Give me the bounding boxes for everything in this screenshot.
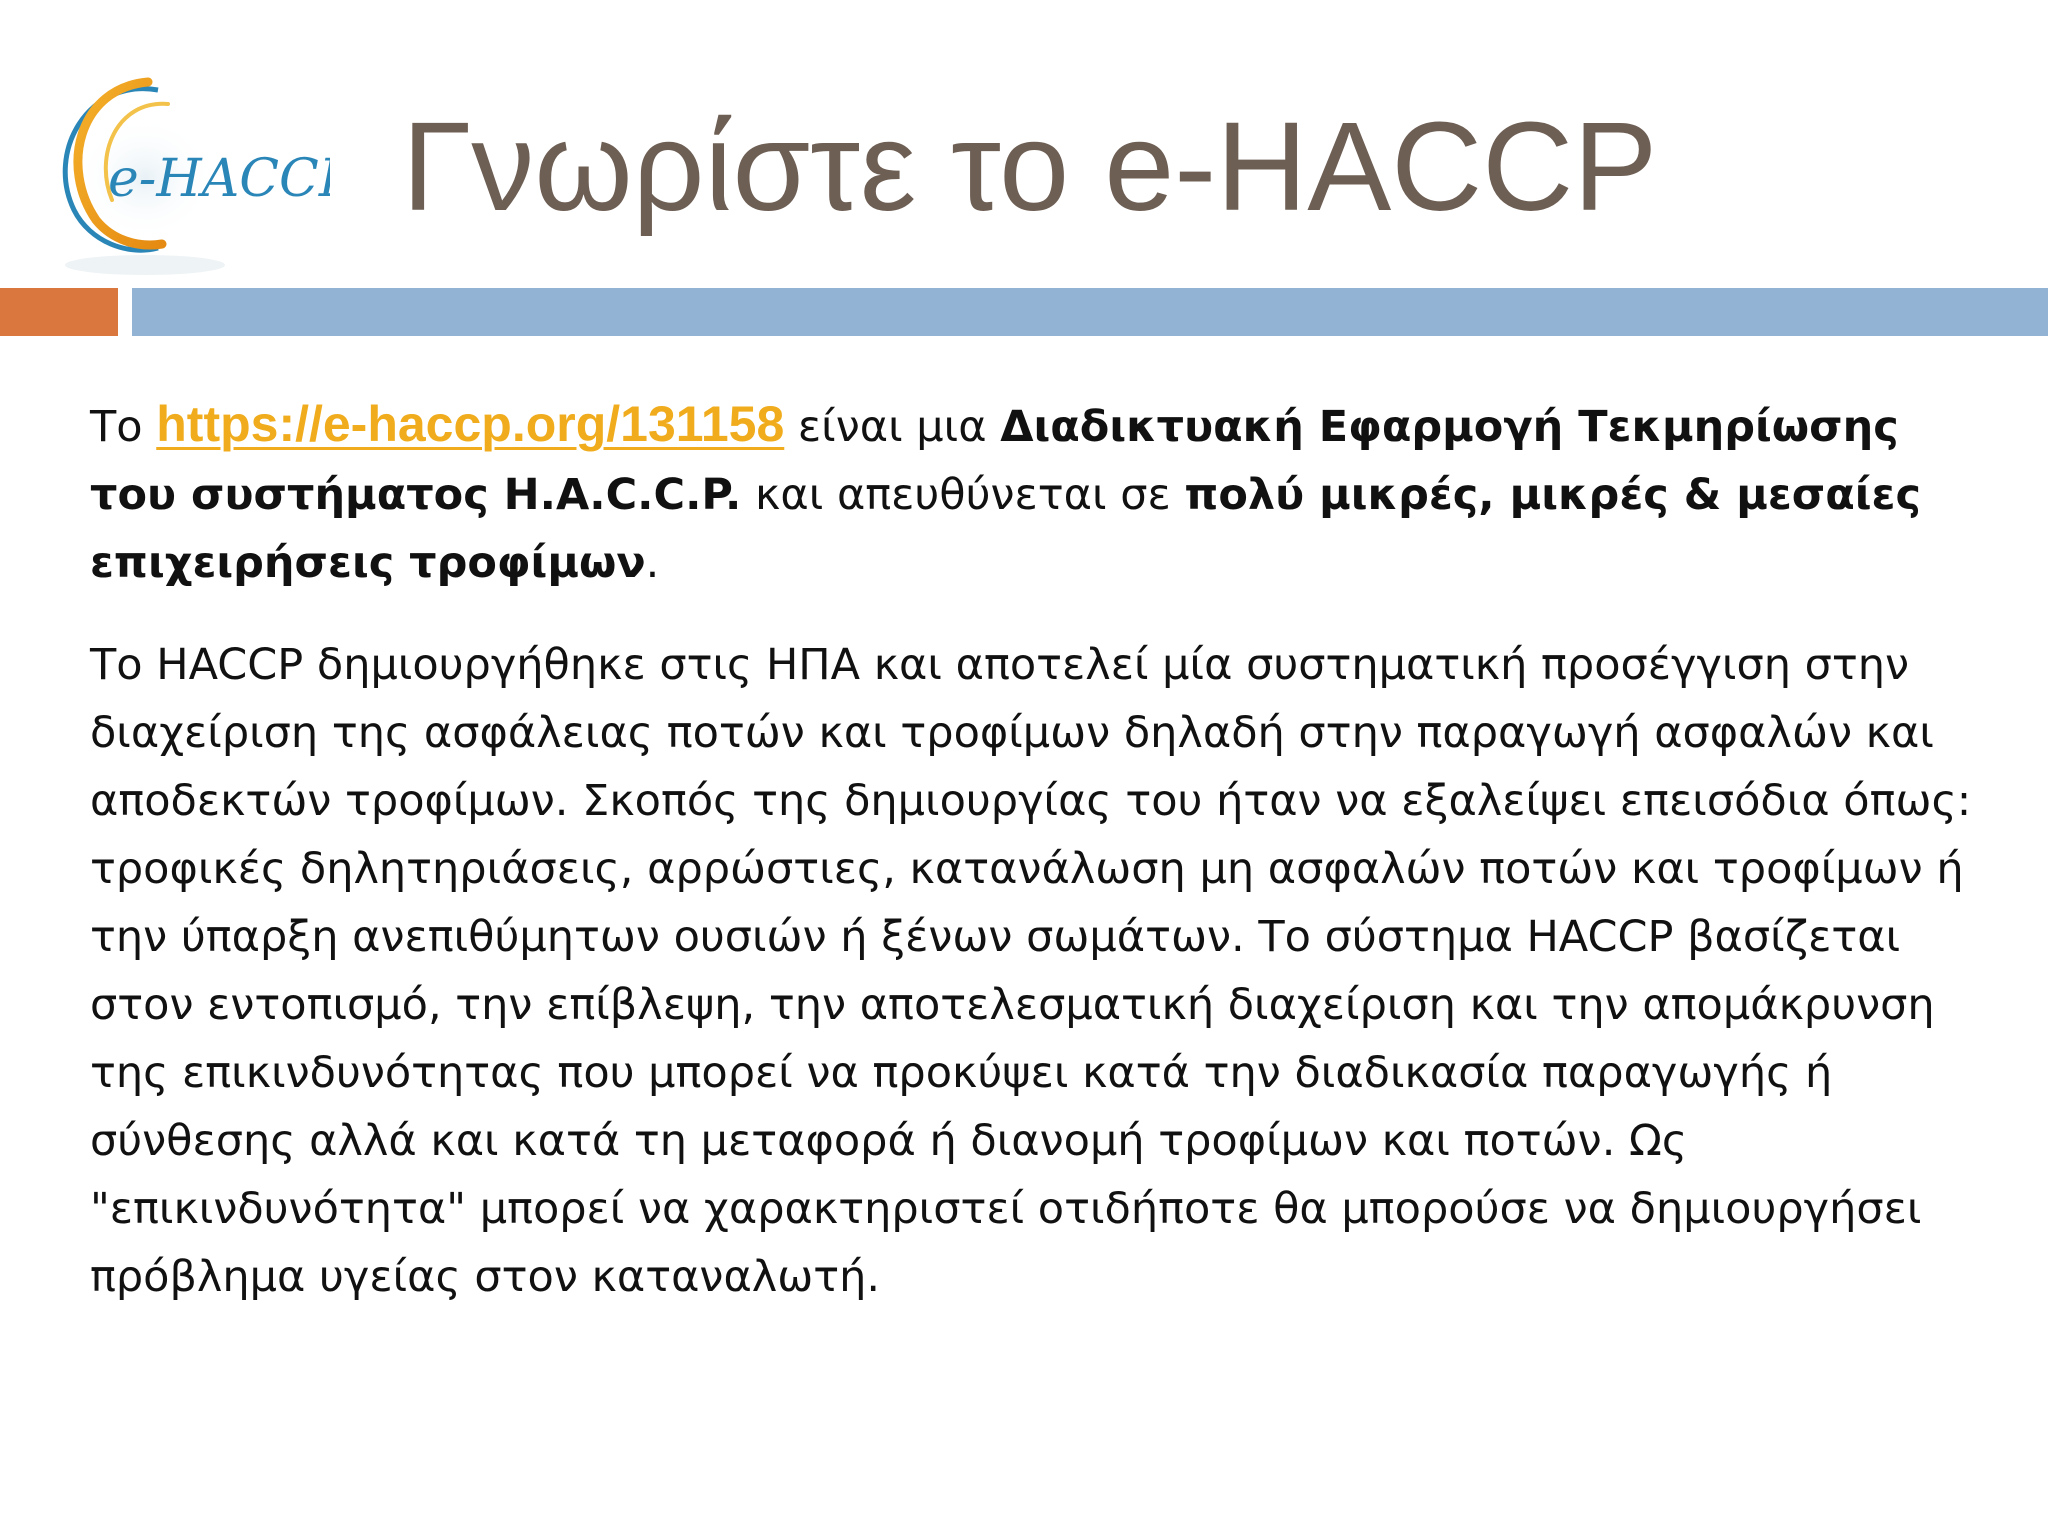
intro-bold-b: πολύ μικρές, μικρές & μεσαίες επιχειρήσεις τροφίμων	[90, 470, 1921, 588]
intro-bold-a: Διαδικτυακή Εφαρμογή Τεκμηρίωσης του συστήματος Η.Α.C.C.P.	[90, 402, 1899, 520]
haccp-description-paragraph: Το HACCP δημιουργήθηκε στις ΗΠΑ και αποτελεί μία συστηματική προσέγγιση στην διαχείριση της ασφάλειας ποτών και τροφίμων δηλαδή στην παραγωγή ασφαλών και αποδεκτών τροφίμων. Σκοπός της δημιουργίας του ήταν να εξαλείψει επεισόδια όπως: τροφικές δηλητηριάσεις, αρρώστιες, κατανάλωση μη ασφαλών ποτών και τροφίμων ή την ύπαρξη ανεπιθύμητων ουσιών ή ξένων σωμάτων. Το σύστημα HACCP βασίζεται στον εντοπισμό, την επίβλεψη, την αποτελεσματική διαχείριση και την απομάκρυνση της επικινδυνότητας που μπορεί να προκύψει κατά την διαδικασία παραγωγής ή σύνθεσης αλλά και κατά τη μεταφορά ή διανομή τροφίμων και ποτών. Ως "επικινδυνότητα" μπορεί να χαρακτηριστεί οτιδήποτε θα μπορούσε να δημιουργήσει πρόβλημα υγείας στον καταναλωτή.	[90, 640, 1972, 1302]
intro-text-b: και απευθύνεται σε	[741, 470, 1185, 520]
e-haccp-logo	[40, 60, 330, 290]
slide-content	[90, 390, 1990, 1311]
intro-paragraph	[90, 390, 1990, 597]
intro-prefix: Το	[90, 402, 157, 452]
accent-bar-blue	[132, 288, 2048, 336]
logo-text: e-HACCP	[108, 149, 330, 209]
accent-bar-orange	[0, 288, 118, 336]
intro-suffix: .	[645, 538, 660, 588]
e-haccp-link[interactable]: https://e-haccp.org/131158	[156, 396, 785, 452]
intro-text-a: είναι μια	[784, 402, 1001, 452]
slide-title: Γνωρίστε το e-HACCP	[402, 96, 1658, 237]
